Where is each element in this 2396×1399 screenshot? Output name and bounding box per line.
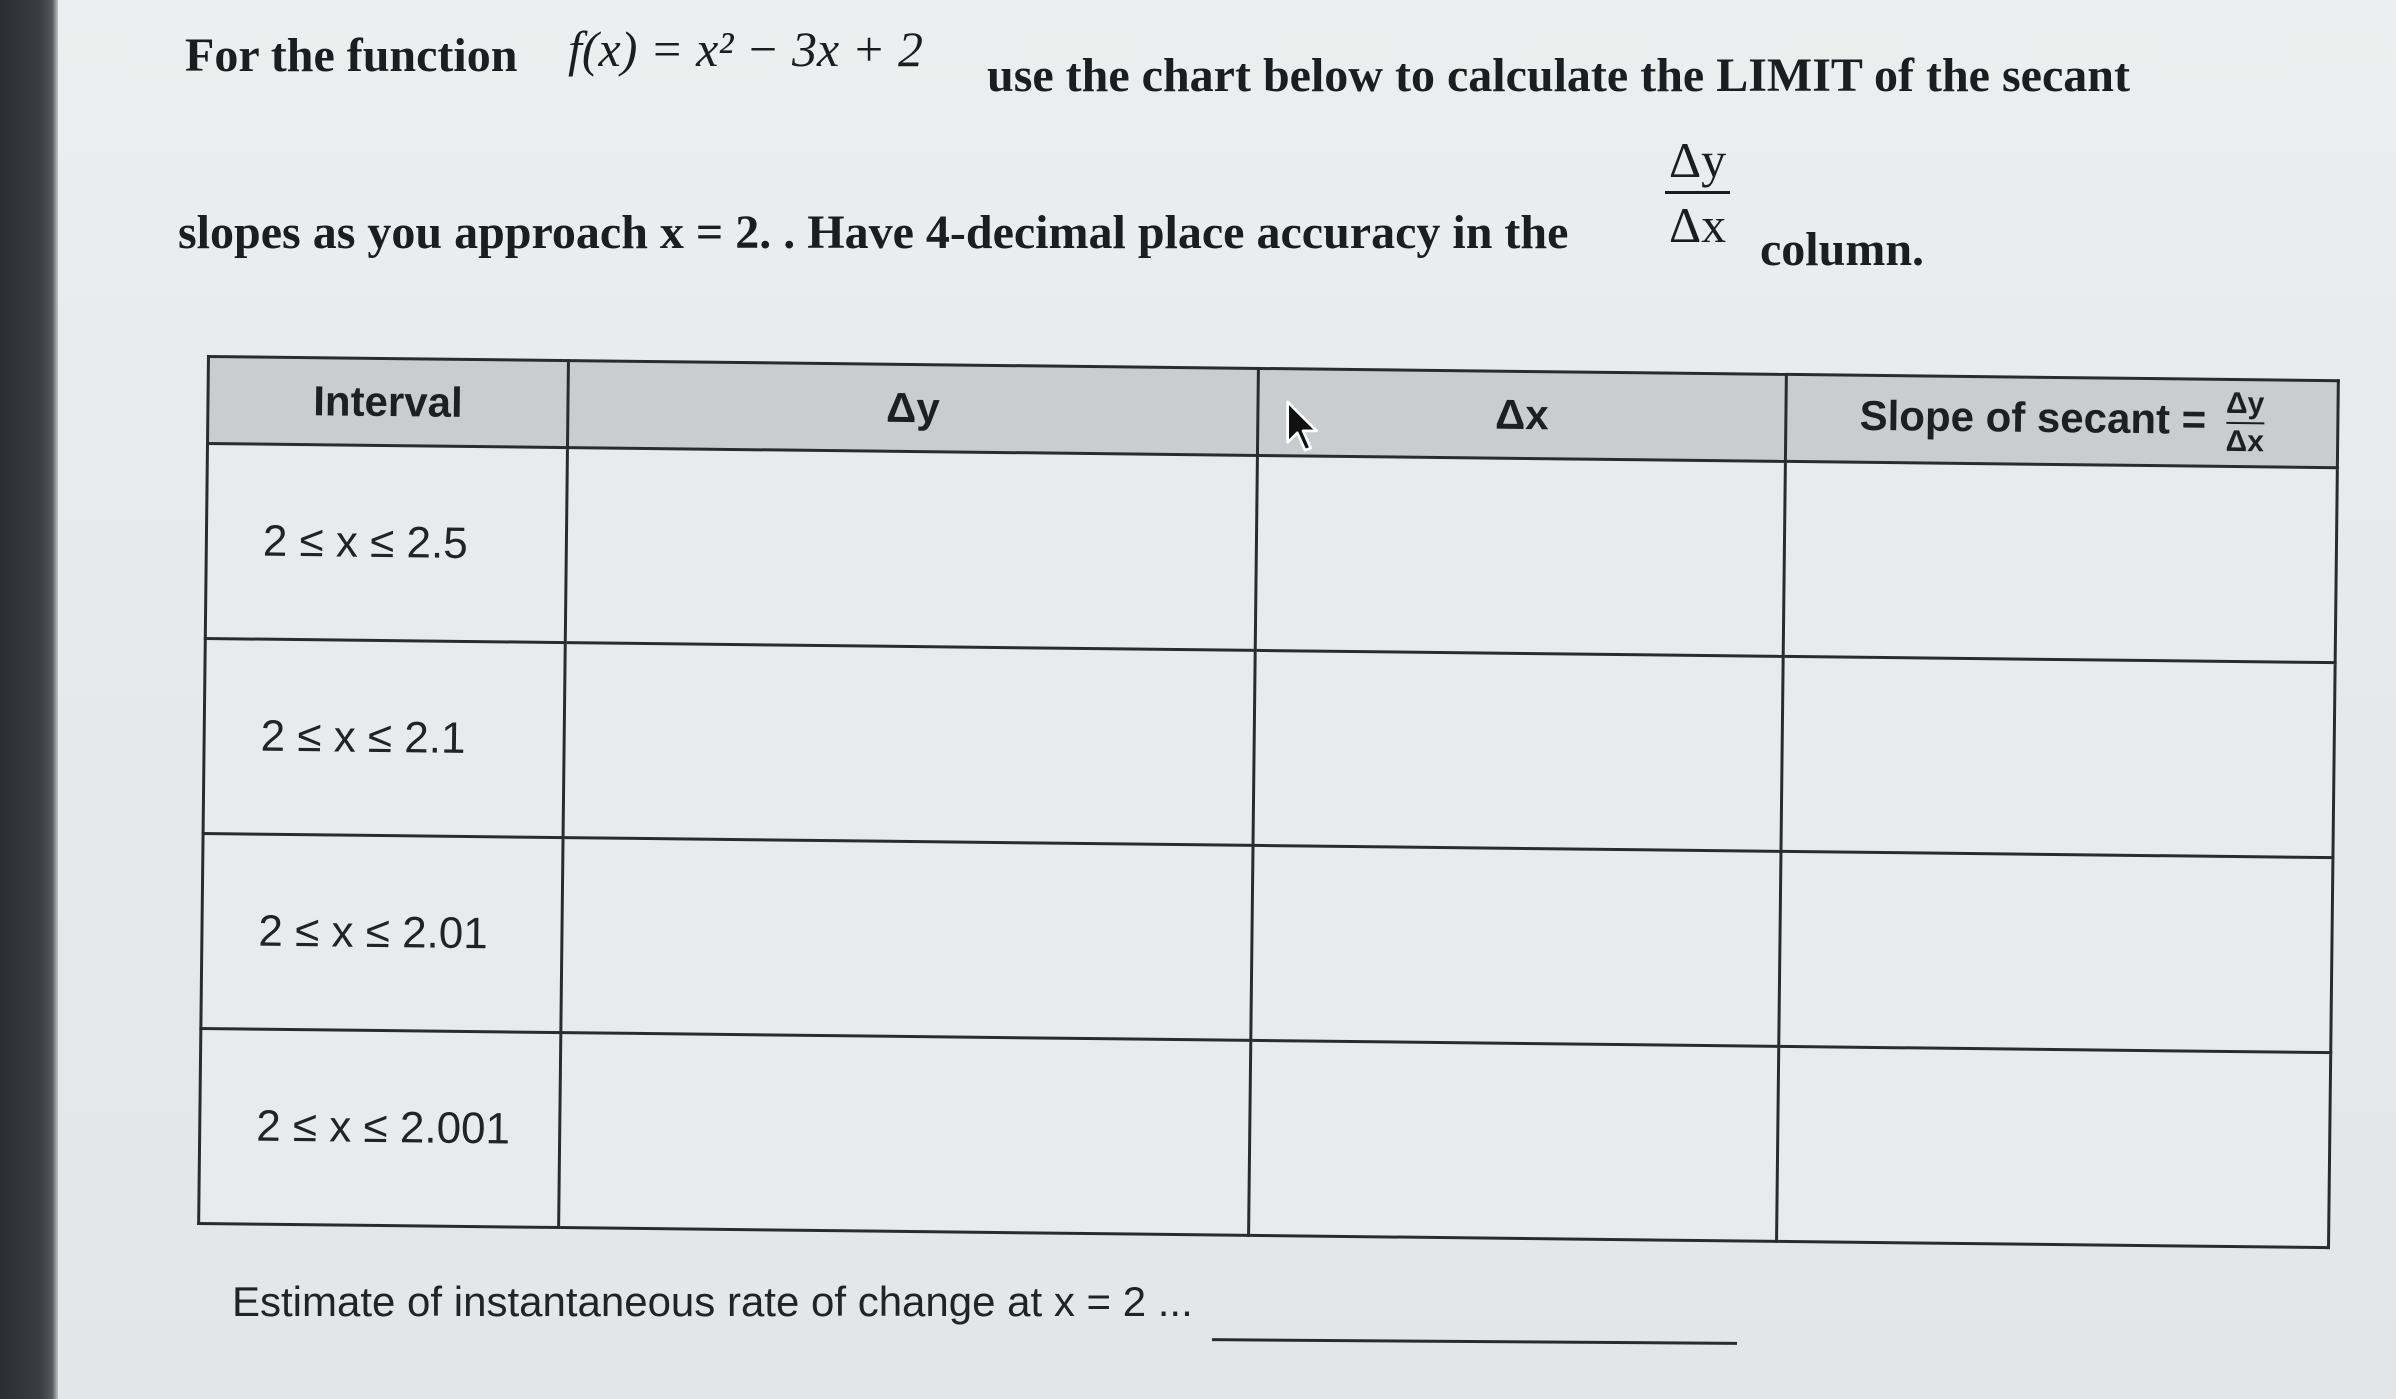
delta-x-cell[interactable] — [1249, 1040, 1779, 1241]
delta-x-cell[interactable] — [1251, 845, 1781, 1046]
slope-fraction-numerator: Δy — [2226, 389, 2265, 424]
slope-fraction-denominator: Δx — [2225, 424, 2265, 459]
instruction-text: use the chart below to calculate the LIMIT of the secant — [987, 49, 2130, 102]
interval-cell: 2 ≤ x ≤ 2.001 — [199, 1028, 561, 1227]
header-delta-y: Δy — [567, 361, 1258, 456]
approach-text: slopes as you approach x = 2. . Have 4-decimal place accuracy in the — [178, 206, 1569, 259]
interval-cell: 2 ≤ x ≤ 2.5 — [205, 444, 567, 643]
header-delta-x: Δx — [1257, 368, 1786, 461]
slope-label: Slope of secant = — [1859, 391, 2207, 443]
slope-cell[interactable] — [1781, 656, 2335, 857]
interval-cell: 2 ≤ x ≤ 2.1 — [203, 638, 565, 837]
table-row — [199, 1028, 2331, 1247]
delta-x-cell[interactable] — [1255, 455, 1785, 656]
delta-fraction — [1665, 132, 1730, 253]
slope-fraction — [2225, 386, 2265, 459]
fraction-numerator: Δy — [1665, 135, 1730, 194]
interval-cell: 2 ≤ x ≤ 2.01 — [201, 833, 563, 1032]
secant-table — [197, 355, 2337, 1249]
slope-cell[interactable] — [1777, 1046, 2331, 1247]
slope-cell[interactable] — [1783, 461, 2337, 662]
header-slope-of-secant — [1785, 374, 2338, 467]
fraction-denominator: Δx — [1669, 197, 1727, 253]
table-row — [203, 638, 2335, 857]
delta-y-cell[interactable] — [559, 1033, 1251, 1236]
header-interval: Interval — [207, 357, 568, 448]
slope-cell[interactable] — [1779, 851, 2333, 1052]
estimate-label: Estimate of instantaneous rate of change at x = 2 ... — [232, 1278, 1193, 1325]
function-expression: f(x) = x² − 3x + 2 — [568, 21, 923, 77]
table-row — [201, 833, 2333, 1052]
table-row — [205, 444, 2337, 663]
delta-y-cell[interactable] — [565, 448, 1257, 651]
delta-x-cell[interactable] — [1253, 650, 1783, 851]
column-text: column. — [1760, 223, 1925, 276]
intro-text: For the function — [185, 29, 518, 82]
delta-y-cell[interactable] — [561, 838, 1253, 1041]
delta-y-cell[interactable] — [563, 643, 1255, 846]
mouse-pointer-icon — [1285, 400, 1325, 454]
